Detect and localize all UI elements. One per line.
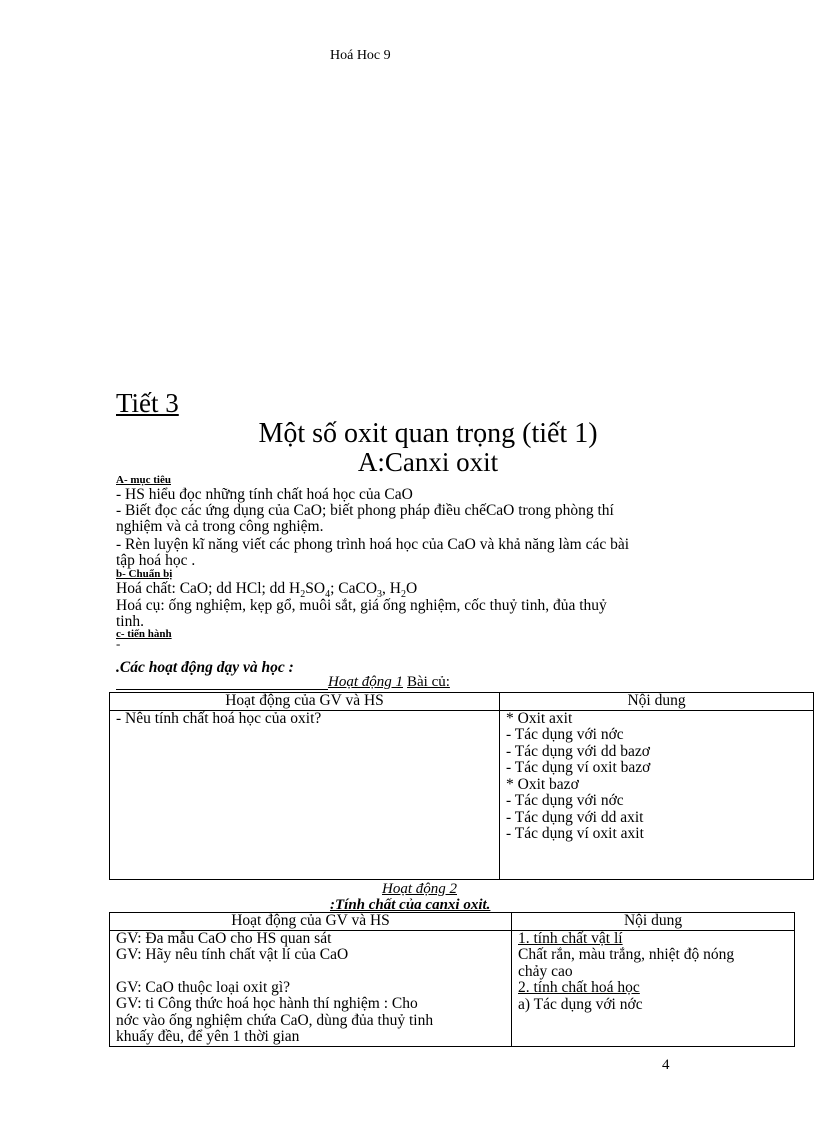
cell-text: * Oxit axit [506,709,573,727]
table-header: Hoạt động của GV và HS [110,913,512,931]
activity1-table [109,692,814,880]
cell-text: GV: Hãy nêu tính chất vật lí của CaO [116,946,349,963]
activity1-label: Hoạt động 1 [328,674,403,690]
chemicals-line: Hoá chất: CaO; dd HCl; dd $H_2SO_4$; CaCO$_3$, $H_2O$ [116,580,418,601]
objective-line: nghiệm và cả trong công nghiệm. [116,518,324,535]
cell-text: * Oxit bazơ [506,775,579,793]
page-header: Hoá Hoc 9 [330,48,391,63]
lesson-subtitle: A:Canxi oxit [357,447,499,477]
cell-text: - Tác dụng với dd axit [506,808,644,826]
cell-text: - Nêu tính chất hoá học của oxit? [116,709,322,727]
section-a-heading: A- mục tiêu [116,474,171,486]
cell-text: - Tác dụng ví oxit axit [506,825,644,842]
objective-line: - HS hiểu đọc những tính chất hoá học của CaO [116,486,413,503]
cell-text: - Tác dụng với nớc [506,792,624,809]
objective-line: tập hoá học . [116,552,196,569]
lesson-number: Tiết 3 [116,388,179,418]
activity2-title: :Tính chất của canxi oxit. [330,897,491,913]
table-header: Hoạt động của GV và HS [110,693,500,711]
section-b-heading: b- Chuẩn bị [116,568,173,580]
cell-text: GV: CaO thuộc loại oxit gì? [116,978,291,996]
cell-text: - Tác dụng ví oxit bazơ [506,759,651,776]
objective-line: - Biết đọc các ứng dụng của CaO; biết phong pháp điều chếCaO trong phòng thí [116,502,614,519]
table-cell-left [110,930,512,1046]
table-cell-left [110,710,500,879]
tools-line: tinh. [116,613,144,630]
section-c-heading: c- tiến hành [116,628,172,640]
lesson-title: Một số oxit quan trọng (tiết 1) [258,418,598,449]
activities-heading: .Các hoạt động dạy và học : [116,659,294,676]
cell-text [116,964,505,980]
table-header: Nội dung [512,913,795,931]
cell-text: GV: Đa mẫu CaO cho HS quan sát [116,929,332,947]
cell-text: nớc vào ống nghiệm chứa CaO, dùng đủa thuỷ tinh [116,1011,434,1029]
activity2-label: Hoạt động 2 [382,881,457,897]
table-cell-right [500,710,814,879]
cell-text: khuấy đều, để yên 1 thời gian [116,1028,300,1045]
cell-text: a) Tác dụng với nớc [518,995,643,1013]
activity1-heading [328,673,450,691]
page-number: 4 [662,1057,670,1073]
tools-line: Hoá cụ: ống nghiệm, kẹp gổ, muôi sắt, giá ống nghiệm, cốc thuỷ tinh, đủa thuỷ [116,597,607,614]
cell-text: Chất rắn, màu trắng, nhiệt độ nóng [518,946,735,963]
cell-text: 2. tính chất hoá học [518,979,640,996]
section-c-dash: - [116,636,121,651]
activity2-table [109,912,795,1047]
cell-text: - Tác dụng với dd bazơ [506,742,650,760]
cell-text: GV: ti Công thức hoá học hành thí nghiệm : Cho [116,995,418,1012]
cell-text: 1. tính chất vật lí [518,929,623,947]
objective-line: - Rèn luyện kĩ năng viết các phong trình hoá học của CaO và khả năng làm các bài [116,536,630,553]
activity1-title: Bài củ: [407,674,450,690]
cell-text: chảy cao [518,962,573,980]
table-cell-right [512,930,795,1046]
cell-text: - Tác dụng với nớc [506,726,624,743]
table-header: Nội dung [500,693,814,711]
divider [116,689,328,690]
